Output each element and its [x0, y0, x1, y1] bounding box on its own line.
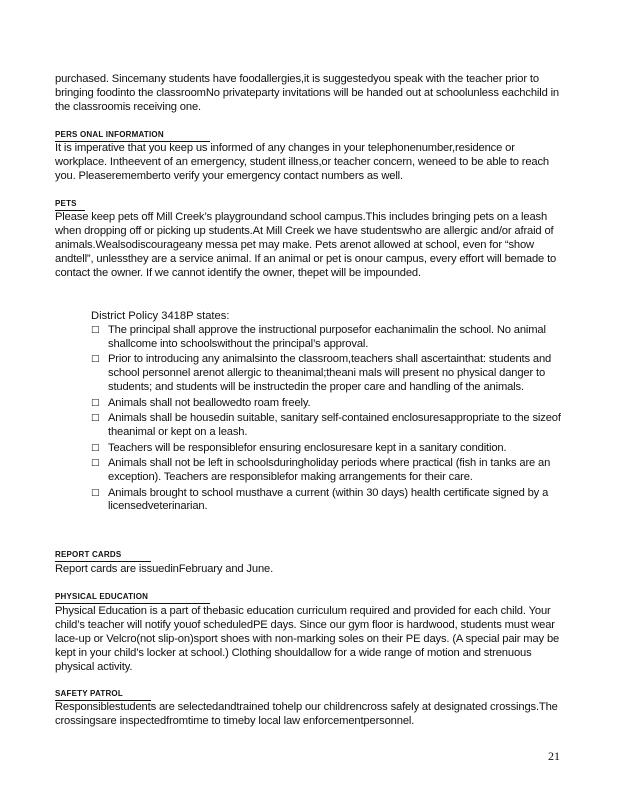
report-cards-paragraph: Report cards are issuedinFebruary and June.	[55, 563, 274, 575]
intro-paragraph: purchased. Sincemany students have foodallergies,it is suggestedyou speak with the teacher prior to bringing foodinto the classroomNo privateparty invitations will be handed out at schoolunless eachchild in the classroomis receiving one.	[55, 73, 560, 114]
list-item: □ Animals shall be housedin suitable, sanitary self-contained enclosuresappropriate to the sizeof theanimal or kept on a leash.	[91, 412, 561, 439]
list-item: □ Teachers will be responsiblefor ensuring enclosuresare kept in a sanitary condition.	[91, 441, 507, 454]
bullet-icon: □	[91, 325, 100, 335]
report-cards-heading: REPORT CARDS	[55, 550, 151, 562]
list-item: □ The principal shall approve the instructional purposefor eachanimalin the school. No animal shallcome into schoolswithout the principal’s approval.	[91, 324, 546, 350]
bullet-icon: □	[91, 487, 100, 498]
physical-education-heading: PHYSICAL EDUCATION	[55, 592, 210, 604]
pets-paragraph: Please keep pets off Mill Creek’s playgroundand school campus.This includes bringing pets on a leash when dropping off or picking up students.At Mill Creek we have studentswho are allergic and/or afraid of animals.Wealsodiscourageany messa pet may make. Pets arenot allowed at school, even for “show andtell”, unlessthey are a service animal. If an animal or pet is onour campus, every effort will bemade to contact the owner. If we cannot identify the owner, thepet will be impounded.	[55, 211, 557, 280]
bullet-icon: □	[91, 442, 100, 453]
district-policy-list	[91, 324, 563, 516]
pets-heading: PETS	[55, 199, 85, 211]
personal-information-paragraph: It is imperative that you keep us informed of any changes in your telephonenumber,residence or workplace. Intheevent of an emergency, student illness,or teacher concern, weneed to be able to reach you. Pleaserememberto verify your emergency contact numbers as well.	[55, 142, 549, 183]
bullet-icon: □	[91, 413, 100, 424]
physical-education-paragraph: Physical Education is a part of thebasic education curriculum required and provided for each child. Your child’s teacher will notify youof scheduledPE days. Since our gym floor is hardwood, students must wear lace-up or Velcro(not slip-on)sport shoes with non-marking soles on their PE days. (A special pair may be kept in your child’s locker at school.) Clothing shouldallow for a wide range of motion and strenuous physical activity.	[55, 605, 560, 674]
safety-patrol-heading: SAFETY PATROL	[55, 689, 151, 701]
list-item: □ Prior to introducing any animalsinto the classroom,teachers shall ascertainthat: students and school personnel arenot allergic to theanimal;theani mals will present no physical danger to students; and students will be instructedin the proper care and handling of the animals.	[91, 353, 552, 394]
personal-information-heading: PERS ONAL INFORMATION	[55, 130, 210, 142]
district-policy-title: District Policy 3418P states:	[91, 310, 230, 322]
bullet-icon: □	[91, 397, 100, 408]
list-item: □ Animals brought to school musthave a current (within 30 days) health certificate signed by a licensedveterinarian.	[91, 486, 549, 513]
list-item: □ Animals shall not be left in schoolsduringholiday periods where practical (fish in tanks are an exception). Teachers are responsiblefor making arrangements for their care.	[91, 457, 551, 484]
list-item: □ Animals shall not beallowedto roam freely.	[91, 396, 311, 409]
bullet-icon: □	[91, 458, 100, 469]
bullet-icon: □	[91, 354, 100, 365]
safety-patrol-paragraph: Responsiblestudents are selectedandtrained tohelp our childrencross safely at designated crossings.The crossingsare inspectedfromtime to timeby local law enforcementpersonnel.	[55, 701, 558, 728]
page-number: 21	[548, 749, 560, 763]
